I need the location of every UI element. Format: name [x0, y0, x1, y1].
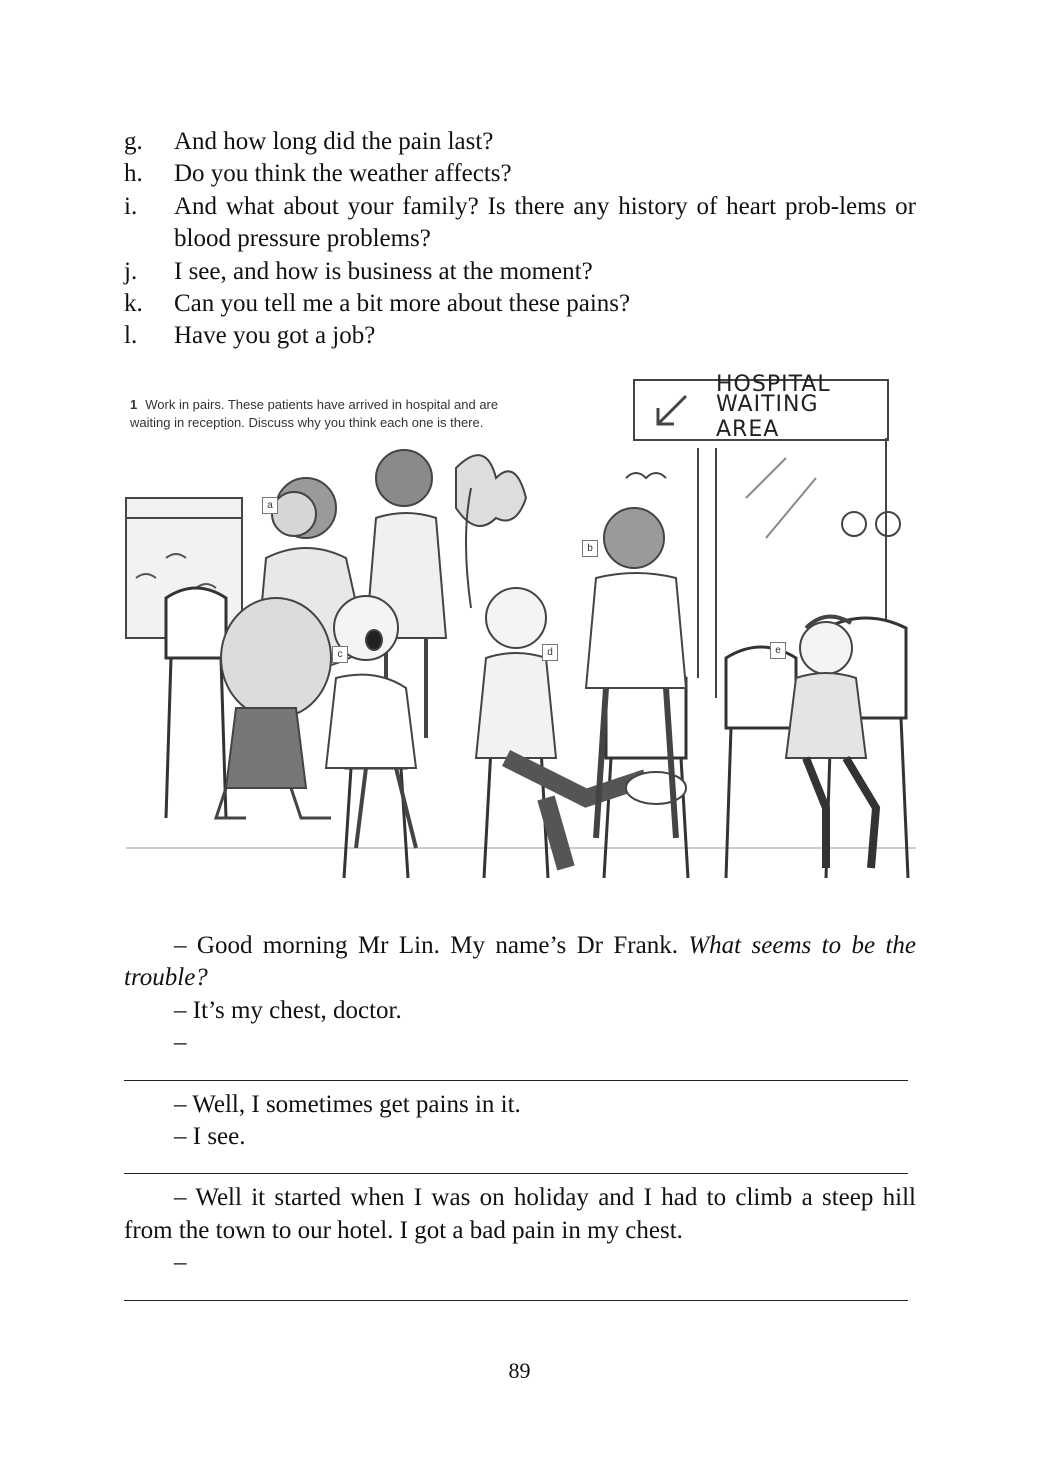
question-item	[124, 288, 916, 320]
exercise-number: 1	[130, 397, 138, 412]
question-text: And what about your family? Is there any history of heart prob-lems or blood pressure problems?	[174, 192, 916, 253]
label-b: b	[582, 540, 598, 557]
dialogue-italic-phrase: What seems to be the trouble?	[124, 932, 917, 992]
question-text: Have you got a job?	[174, 322, 376, 350]
dialogue-line: – I see.	[174, 1123, 246, 1151]
waiting-room-illustration	[126, 372, 916, 910]
question-text: Do you think the weather affects?	[174, 160, 512, 188]
dialogue-text: – Good morning Mr Lin. My name’s Dr Frank.	[174, 932, 689, 959]
label-e: e	[770, 642, 786, 659]
question-letter: l.	[124, 322, 138, 350]
dialogue-line: – It’s my chest, doctor.	[174, 996, 402, 1024]
answer-blank[interactable]	[124, 1153, 908, 1174]
question-letter: j.	[124, 257, 138, 285]
dialogue-line: – Well, I sometimes get pains in it.	[174, 1090, 521, 1118]
question-letter: i.	[124, 192, 138, 220]
label-a: a	[262, 497, 278, 514]
question-text: And how long did the pain last?	[174, 128, 494, 155]
exercise-instructions: Work in pairs. These patients have arrived in hospital and are waiting in reception. Discuss why you think each one is there.	[130, 397, 499, 430]
sign-line: HOSPITAL	[716, 372, 831, 397]
dialogue-line: – Well it started when I was on holiday and I had to climb a steep hill from the town to our hotel. I got a bad pain in my chest.	[124, 1184, 916, 1244]
dialogue-line: –	[174, 1249, 187, 1277]
answer-blank[interactable]	[124, 1280, 908, 1301]
question-item	[124, 320, 916, 352]
hospital-sign	[716, 372, 876, 442]
question-item	[124, 158, 916, 190]
question-letter: k.	[124, 290, 143, 318]
exercise-caption	[130, 396, 510, 432]
question-text: Can you tell me a bit more about these pains?	[174, 290, 631, 318]
dialogue-section	[124, 930, 916, 1309]
label-c: c	[332, 646, 348, 663]
question-item	[124, 126, 916, 158]
answer-blank[interactable]	[124, 1060, 908, 1081]
page-number: 89	[508, 1358, 531, 1383]
sign-line: AREA	[716, 417, 780, 442]
question-item	[124, 256, 916, 288]
question-text: I see, and how is business at the moment?	[174, 257, 593, 285]
sign-line: WAITING	[716, 392, 819, 417]
dialogue-line	[124, 930, 916, 995]
question-letter: h.	[124, 160, 143, 188]
cartoon-drawing	[126, 372, 916, 910]
label-d: d	[542, 644, 558, 661]
question-list	[124, 126, 916, 353]
question-item	[124, 191, 916, 256]
dialogue-line: –	[174, 1029, 187, 1057]
question-letter: g.	[124, 128, 143, 155]
